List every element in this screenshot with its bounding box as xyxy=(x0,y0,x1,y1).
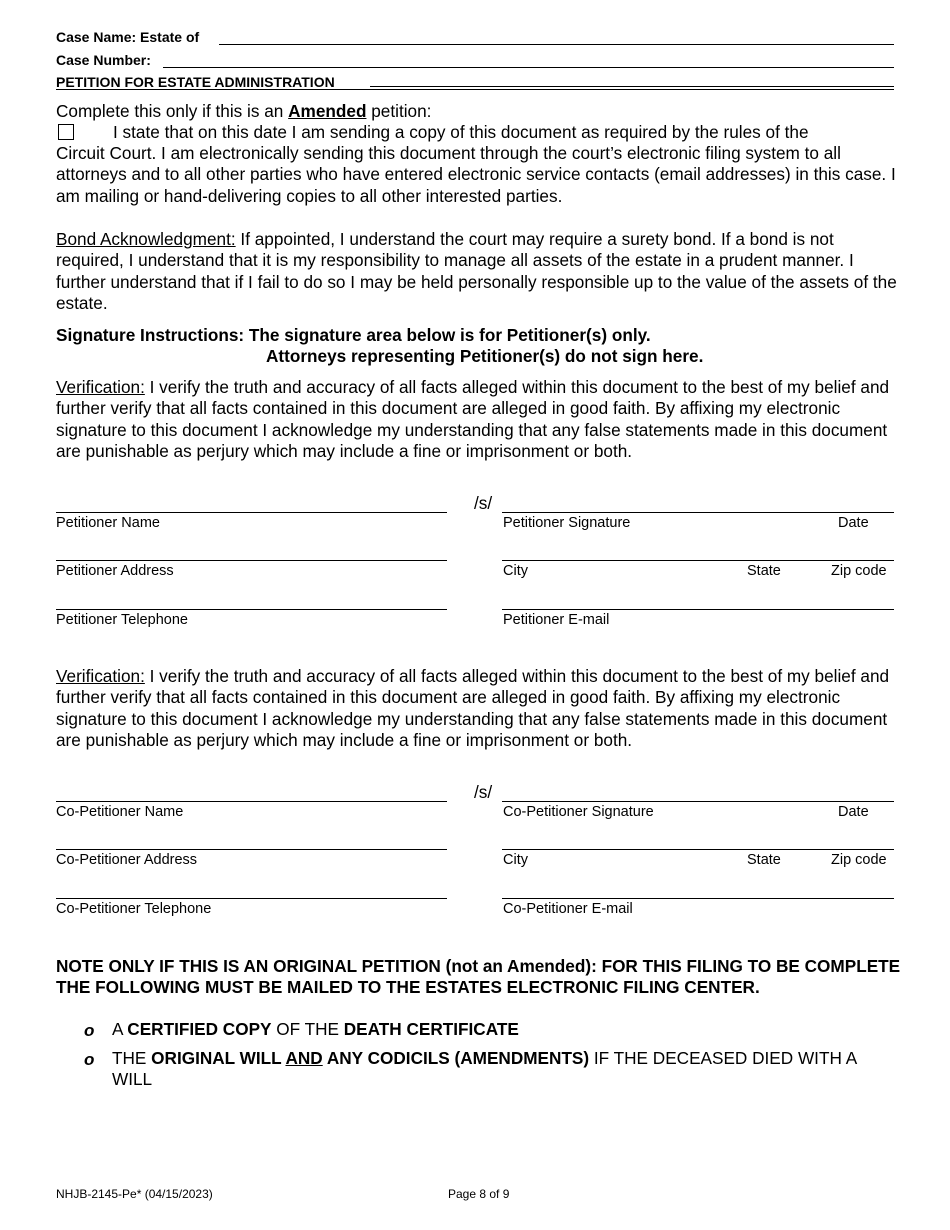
note-heading: NOTE ONLY IF THIS IS AN ORIGINAL PETITION (not an Amended): FOR THIS FILING TO BE COMPLETE THE FOLLOWING MUST BE MAILED TO THE ESTATES ELECTRONIC FILING CENTER. xyxy=(56,956,901,998)
page-number: Page 8 of 9 xyxy=(448,1187,510,1201)
petitioner-telephone-line[interactable] xyxy=(56,609,447,610)
case-number-label: Case Number: xyxy=(56,52,151,68)
copetitioner-email-label: Co-Petitioner E-mail xyxy=(503,901,633,917)
bullet-icon: o xyxy=(84,1021,95,1040)
note-item-death-certificate: A CERTIFIED COPY OF THE DEATH CERTIFICATE xyxy=(112,1019,519,1039)
case-name-label: Case Name: Estate of xyxy=(56,29,200,45)
case-number-line[interactable] xyxy=(163,67,894,68)
signature-instructions-line2: Attorneys representing Petitioner(s) do not sign here. xyxy=(266,346,704,366)
copetitioner-signature-line[interactable] xyxy=(502,801,894,802)
form-title: PETITION FOR ESTATE ADMINISTRATION xyxy=(56,74,335,90)
petitioner-name-line[interactable] xyxy=(56,512,447,513)
copetitioner-zip-label: Zip code xyxy=(831,852,887,868)
bond-acknowledgment: Bond Acknowledgment: If appointed, I understand the court may require a surety bond. If a bond is not required, I understand that it is my responsibility to manage all assets of the estate in a prudent manner. I further understand that if I fail to do so I may be held personally responsible up to the value of the assets of the estate. xyxy=(56,229,897,313)
copetitioner-state-label: State xyxy=(747,852,781,868)
petitioner-email-label: Petitioner E-mail xyxy=(503,612,610,628)
petitioner-date-label: Date xyxy=(838,515,869,531)
petitioner-address-label: Petitioner Address xyxy=(56,563,174,579)
copetitioner-telephone-line[interactable] xyxy=(56,898,447,899)
copetitioner-name-label: Co-Petitioner Name xyxy=(56,804,184,820)
petitioner-sig-mark: /s/ xyxy=(474,493,493,513)
note-item-original-will: THE ORIGINAL WILL AND ANY CODICILS (AMENDMENTS) IF THE DECEASED DIED WITH A WILL xyxy=(112,1048,857,1090)
petitioner-telephone-label: Petitioner Telephone xyxy=(56,612,188,628)
header-rule-2 xyxy=(370,86,894,87)
verification-label: Verification: xyxy=(56,377,145,397)
amended-statement-line1: I state that on this date I am sending a copy of this document as required by the rules of the xyxy=(113,122,809,142)
copetitioner-city-line[interactable] xyxy=(502,849,894,850)
petitioner-email-line[interactable] xyxy=(502,609,894,610)
case-name-line[interactable] xyxy=(219,44,894,45)
petitioner-signature-line[interactable] xyxy=(502,512,894,513)
copetitioner-address-label: Co-Petitioner Address xyxy=(56,852,198,868)
amended-word: Amended xyxy=(288,101,367,121)
bullet-icon: o xyxy=(84,1050,95,1069)
petitioner-city-line[interactable] xyxy=(502,560,894,561)
amended-statement-rest: Circuit Court. I am electronically sending this document through the court’s electronic filing system to all attorneys and to all other parties who have entered electronic service contacts (email addresses) in this case. I am mailing or hand-delivering copies to all other interested parties. xyxy=(56,143,896,206)
copetitioner-city-label: City xyxy=(503,852,528,868)
verification-paragraph-2: Verification: I verify the truth and accuracy of all facts alleged within this document to the best of my belief and further verify that all facts contained in this document are alleged in good faith. By affixing my electronic signature to this document I acknowledge my understanding that any false statements made in this document are punishable as perjury which may include a fine or imprisonment or both. xyxy=(56,666,890,750)
copetitioner-telephone-label: Co-Petitioner Telephone xyxy=(56,901,212,917)
petitioner-name-label: Petitioner Name xyxy=(56,515,160,531)
verification-paragraph-1: Verification: I verify the truth and accuracy of all facts alleged within this document to the best of my belief and further verify that all facts contained in this document are alleged in good faith. By affixing my electronic signature to this document I acknowledge my understanding that any false statements made in this document are punishable as perjury which may include a fine or imprisonment or both. xyxy=(56,377,890,461)
petitioner-signature-label: Petitioner Signature xyxy=(503,515,631,531)
petitioner-address-line[interactable] xyxy=(56,560,447,561)
form-id: NHJB-2145-Pe* (04/15/2023) xyxy=(56,1187,213,1201)
copetitioner-sig-mark: /s/ xyxy=(474,782,493,802)
copetitioner-name-line[interactable] xyxy=(56,801,447,802)
copetitioner-signature-label: Co-Petitioner Signature xyxy=(503,804,654,820)
copetitioner-email-line[interactable] xyxy=(502,898,894,899)
verification-label-2: Verification: xyxy=(56,666,145,686)
petitioner-zip-label: Zip code xyxy=(831,563,887,579)
amended-checkbox[interactable] xyxy=(58,124,74,140)
copetitioner-address-line[interactable] xyxy=(56,849,447,850)
petitioner-state-label: State xyxy=(747,563,781,579)
petitioner-city-label: City xyxy=(503,563,528,579)
bond-label: Bond Acknowledgment: xyxy=(56,229,236,249)
signature-instructions-line1: Signature Instructions: The signature area below is for Petitioner(s) only. xyxy=(56,325,651,345)
copetitioner-date-label: Date xyxy=(838,804,869,820)
amended-intro: Complete this only if this is an Amended petition: xyxy=(56,101,432,121)
header-rule-1 xyxy=(56,89,894,90)
